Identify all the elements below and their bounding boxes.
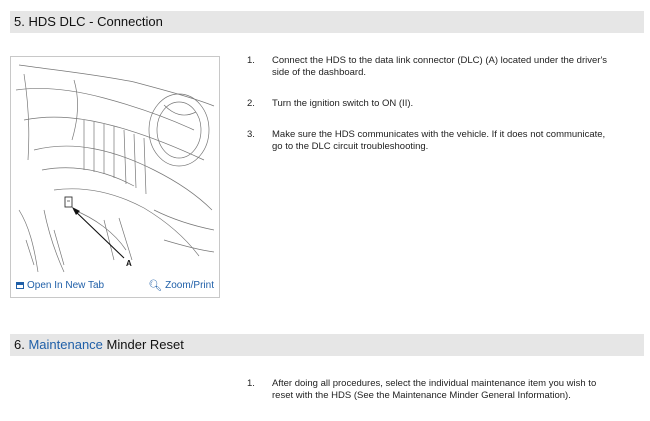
dlc-illustration <box>14 60 216 274</box>
section-6-title-prefix: 6. <box>14 337 29 352</box>
section-5-title: 5. HDS DLC - Connection <box>14 14 163 29</box>
step-number: 1. <box>247 55 255 66</box>
list-item <box>247 55 607 79</box>
dlc-figure <box>10 56 220 298</box>
list-item <box>247 98 607 110</box>
section-6-title-suffix: Minder Reset <box>102 337 184 352</box>
list-item <box>247 129 607 153</box>
new-tab-icon <box>16 282 24 289</box>
section-6-steps <box>247 378 607 421</box>
maintenance-link[interactable]: Maintenance <box>28 337 103 352</box>
magnifier-icon: 🔍︎ <box>148 279 163 292</box>
list-item <box>247 378 607 402</box>
step-number: 2. <box>247 98 255 109</box>
open-in-new-tab-label: Open In New Tab <box>27 280 105 291</box>
zoom-print-link[interactable] <box>148 280 214 291</box>
zoom-print-label: Zoom/Print <box>165 280 214 291</box>
section-5-steps <box>247 55 607 172</box>
step-number: 1. <box>247 378 255 389</box>
open-in-new-tab-link[interactable] <box>16 280 104 291</box>
step-text: Make sure the HDS communicates with the vehicle. If it does not communicate, go to the DLC circuit troubleshooting. <box>272 129 606 152</box>
step-text: Turn the ignition switch to ON (II). <box>272 98 414 109</box>
section-6-header <box>10 334 644 356</box>
step-text: After doing all procedures, select the individual maintenance item you wish to reset with the HDS (See the Maintenance Minder General Information). <box>272 378 597 401</box>
step-text: Connect the HDS to the data link connector (DLC) (A) located under the driver's side of the dashboard. <box>272 55 608 78</box>
section-5-header <box>10 11 644 33</box>
step-number: 3. <box>247 129 255 140</box>
callout-label-a: A <box>126 259 132 268</box>
figure-toolbar <box>11 275 219 297</box>
